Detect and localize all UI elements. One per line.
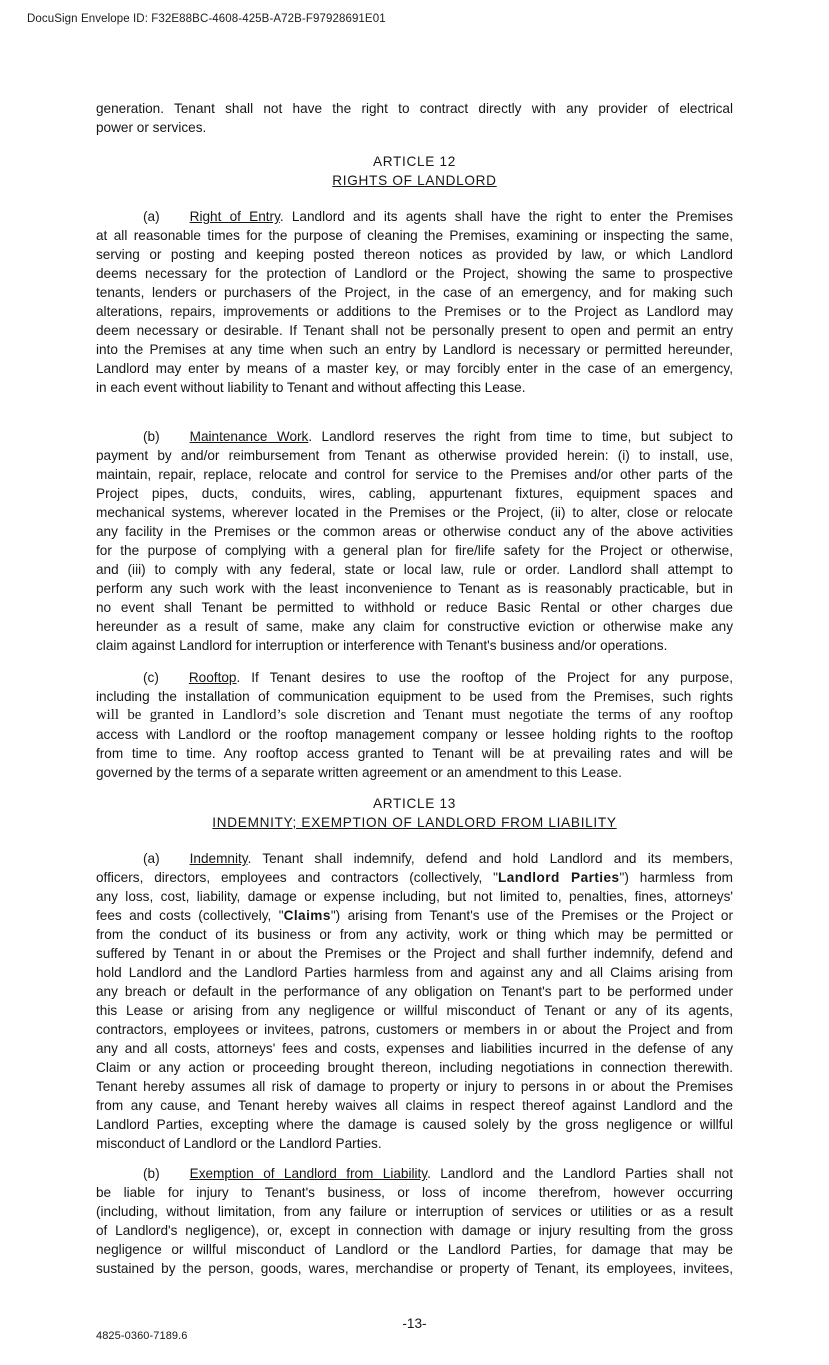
paragraph-letter: (c) bbox=[143, 670, 159, 685]
document-body bbox=[96, 99, 733, 1278]
paragraph-heading: Right of Entry bbox=[189, 209, 280, 224]
paragraph-first-line bbox=[96, 207, 733, 226]
paragraph-line: no event shall Tenant be permitted to withhold or reduce Basic Rental or other charges due bbox=[96, 600, 733, 615]
paragraph-line: deem necessary or desirable. If Tenant shall not be personally present to open and permit an entry bbox=[96, 323, 733, 338]
paragraph-line: misconduct of Landlord or the Landlord Parties. bbox=[96, 1136, 382, 1151]
paragraph-heading: Indemnity bbox=[189, 851, 248, 866]
paragraph-first-line bbox=[96, 668, 733, 687]
paragraph-line: any loss, cost, liability, damage or expense including, but not limited to, penalties, fines, attorneys' bbox=[96, 889, 733, 904]
paragraph-line: officers, directors, employees and contractors (collectively, "Landlord Parties") harmless from bbox=[96, 870, 733, 885]
paragraph-line: will be granted in Landlord’s sole discretion and Tenant must negotiate the terms of any rooftop bbox=[96, 707, 733, 723]
paragraph-line: Claim or any action or proceeding brought thereon, including negotiations in connection therewith. bbox=[96, 1060, 733, 1075]
paragraph-line: payment by and/or reimbursement from Tenant as otherwise provided herein: (i) to install, use, bbox=[96, 448, 733, 463]
paragraph-line: serving or posting and keeping posted thereon notices as provided by law, or which Landlord bbox=[96, 247, 733, 262]
paragraph-line: into the Premises at any time when such an entry by Landlord is necessary or permitted hereunder, bbox=[96, 342, 733, 357]
defined-term: Claims bbox=[283, 908, 331, 923]
paragraph-line: this Lease or arising from any negligence or willful misconduct of Tenant or any of its agents, bbox=[96, 1003, 733, 1018]
paragraph-line: maintain, repair, replace, relocate and control for service to the Premises and/or other parts of the bbox=[96, 467, 733, 482]
paragraph-first-line-text: . Tenant shall indemnify, defend and hold Landlord and its members, bbox=[247, 851, 733, 866]
paragraph-line: tenants, lenders or purchasers of the Project, in the case of an emergency, and for making such bbox=[96, 285, 733, 300]
paragraph-line: Project pipes, ducts, conduits, wires, cabling, appurtenant fixtures, equipment spaces and bbox=[96, 486, 733, 501]
paragraph-right-of-entry bbox=[96, 207, 733, 397]
paragraph-line: deems necessary for the protection of Landlord or the Project, showing the same to prospective bbox=[96, 266, 733, 281]
paragraph-letter: (b) bbox=[143, 429, 160, 444]
paragraph-line: hold Landlord and the Landlord Parties harmless from and against any and all Claims arising from bbox=[96, 965, 733, 980]
article-12-title: ARTICLE 12 bbox=[372, 154, 457, 169]
paragraph-line: negligence or willful misconduct of Landlord or the Landlord Parties, for damage that may be bbox=[96, 1242, 733, 1257]
paragraph-line: access with Landlord or the rooftop management company or lessee holding rights to the rooftop bbox=[96, 727, 733, 742]
paragraph-heading: Rooftop bbox=[188, 670, 237, 685]
paragraph-first-line bbox=[96, 849, 733, 868]
article-13-title: ARTICLE 13 bbox=[372, 796, 457, 811]
paragraph-line: from time to time. Any rooftop access granted to Tenant will be at prevailing rates and will be bbox=[96, 746, 733, 761]
paragraph-line: in each event without liability to Tenant and without affecting this Lease. bbox=[96, 380, 526, 395]
paragraph-line: perform any such work with the least inconvenience to Tenant as is reasonably practicable, but in bbox=[96, 581, 733, 596]
paragraph-line: mechanical systems, wherever located in the Premises or the Project, (ii) to alter, close or relocate bbox=[96, 505, 733, 520]
paragraph-line: for the purpose of complying with a general plan for fire/life safety for the Project or otherwise, bbox=[96, 543, 733, 558]
paragraph-line: any facility in the Premises or the common areas or otherwise conduct any of the above activities bbox=[96, 524, 733, 539]
paragraph-line: contractors, employees or invitees, patrons, customers or members in or about the Project and from bbox=[96, 1022, 733, 1037]
paragraph-line: at all reasonable times for the purpose of cleaning the Premises, examining or inspecting the same, bbox=[96, 228, 733, 243]
paragraph-line: sustained by the person, goods, wares, merchandise or property of Tenant, its employees, invitees, bbox=[96, 1261, 733, 1276]
paragraph-heading: Exemption of Landlord from Liability bbox=[189, 1166, 428, 1181]
paragraph-rooftop bbox=[96, 668, 733, 782]
paragraph-line: fees and costs (collectively, "Claims") arising from Tenant's use of the Premises or the Project or bbox=[96, 908, 733, 923]
paragraph-line: claim against Landlord for interruption or interference with Tenant's business and/or operations. bbox=[96, 638, 668, 653]
paragraph-heading: Maintenance Work bbox=[189, 429, 309, 444]
page-number: -13- bbox=[402, 1316, 427, 1331]
paragraph-line: governed by the terms of a separate written agreement or an amendment to this Lease. bbox=[96, 765, 622, 780]
paragraph-first-line bbox=[96, 1164, 733, 1183]
article-13-heading: INDEMNITY; EXEMPTION OF LANDLORD FROM LIABILITY bbox=[212, 815, 617, 830]
paragraph-line: power or services. bbox=[96, 120, 207, 135]
paragraph-line: including the installation of communication equipment to be used from the Premises, such rights bbox=[96, 689, 733, 704]
paragraph-line: be liable for injury to Tenant's business, or loss of income therefrom, however occurring bbox=[96, 1185, 733, 1200]
body-continuation-paragraph bbox=[96, 99, 733, 137]
docusign-envelope-id: DocuSign Envelope ID: F32E88BC-4608-425B-A72B-F97928691E01 bbox=[27, 13, 386, 25]
paragraph-exemption-liability bbox=[96, 1164, 733, 1278]
defined-term: Landlord Parties bbox=[497, 870, 620, 885]
paragraph-line: Landlord Parties, excepting where the damage is caused solely by the gross negligence or willful bbox=[96, 1117, 733, 1132]
article-13-section-heading bbox=[96, 794, 733, 832]
article-12-heading: RIGHTS OF LANDLORD bbox=[332, 173, 497, 188]
paragraph-line: Tenant hereby assumes all risk of damage to property or injury to persons in or about the Premises bbox=[96, 1079, 733, 1094]
document-control-number: 4825-0360-7189.6 bbox=[96, 1330, 188, 1342]
paragraph-line: alterations, repairs, improvements or additions to the Premises or to the Project as Landlord may bbox=[96, 304, 733, 319]
paragraph-first-line-text: . If Tenant desires to use the rooftop of the Project for any purpose, bbox=[236, 670, 733, 685]
paragraph-indemnity bbox=[96, 849, 733, 1153]
paragraph-line: from the conduct of its business or from any activity, work or thing which may be permitted or bbox=[96, 927, 733, 942]
paragraph-line: Landlord may enter by means of a master key, or may forcibly enter in the case of an emergency, bbox=[96, 361, 733, 376]
paragraph-line: (including, without limitation, from any failure or interruption of services or utilities or as a result bbox=[96, 1204, 733, 1219]
paragraph-maintenance-work bbox=[96, 427, 733, 655]
paragraph-line: generation. Tenant shall not have the right to contract directly with any provider of electrical bbox=[96, 101, 733, 116]
paragraph-line: hereunder as a result of same, make any claim for constructive eviction or otherwise make any bbox=[96, 619, 733, 634]
paragraph-letter: (a) bbox=[143, 851, 160, 866]
paragraph-line: of Landlord's negligence), or, except in connection with damage or injury resulting from the gross bbox=[96, 1223, 733, 1238]
paragraph-first-line-text: . Landlord reserves the right from time to time, but subject to bbox=[308, 429, 733, 444]
paragraph-letter: (a) bbox=[143, 209, 160, 224]
paragraph-line: any breach or default in the performance of any obligation on Tenant's part to be performed under bbox=[96, 984, 733, 999]
paragraph-line: from any cause, and Tenant hereby waives all claims in respect thereof against Landlord and the bbox=[96, 1098, 733, 1113]
paragraph-line: any and all costs, attorneys' fees and costs, expenses and liabilities incurred in the defense of any bbox=[96, 1041, 733, 1056]
paragraph-first-line-text: . Landlord and its agents shall have the right to enter the Premises bbox=[279, 209, 734, 224]
paragraph-first-line bbox=[96, 427, 733, 446]
paragraph-letter: (b) bbox=[143, 1166, 160, 1181]
paragraph-line: suffered by Tenant in or about the Premises or the Project and shall further indemnify, defend and bbox=[96, 946, 733, 961]
paragraph-line: and (iii) to comply with any federal, state or local law, rule or order. Landlord shall attempt to bbox=[96, 562, 733, 577]
article-12-section-heading bbox=[96, 152, 733, 190]
paragraph-first-line-text: . Landlord and the Landlord Parties shall not bbox=[427, 1166, 734, 1181]
